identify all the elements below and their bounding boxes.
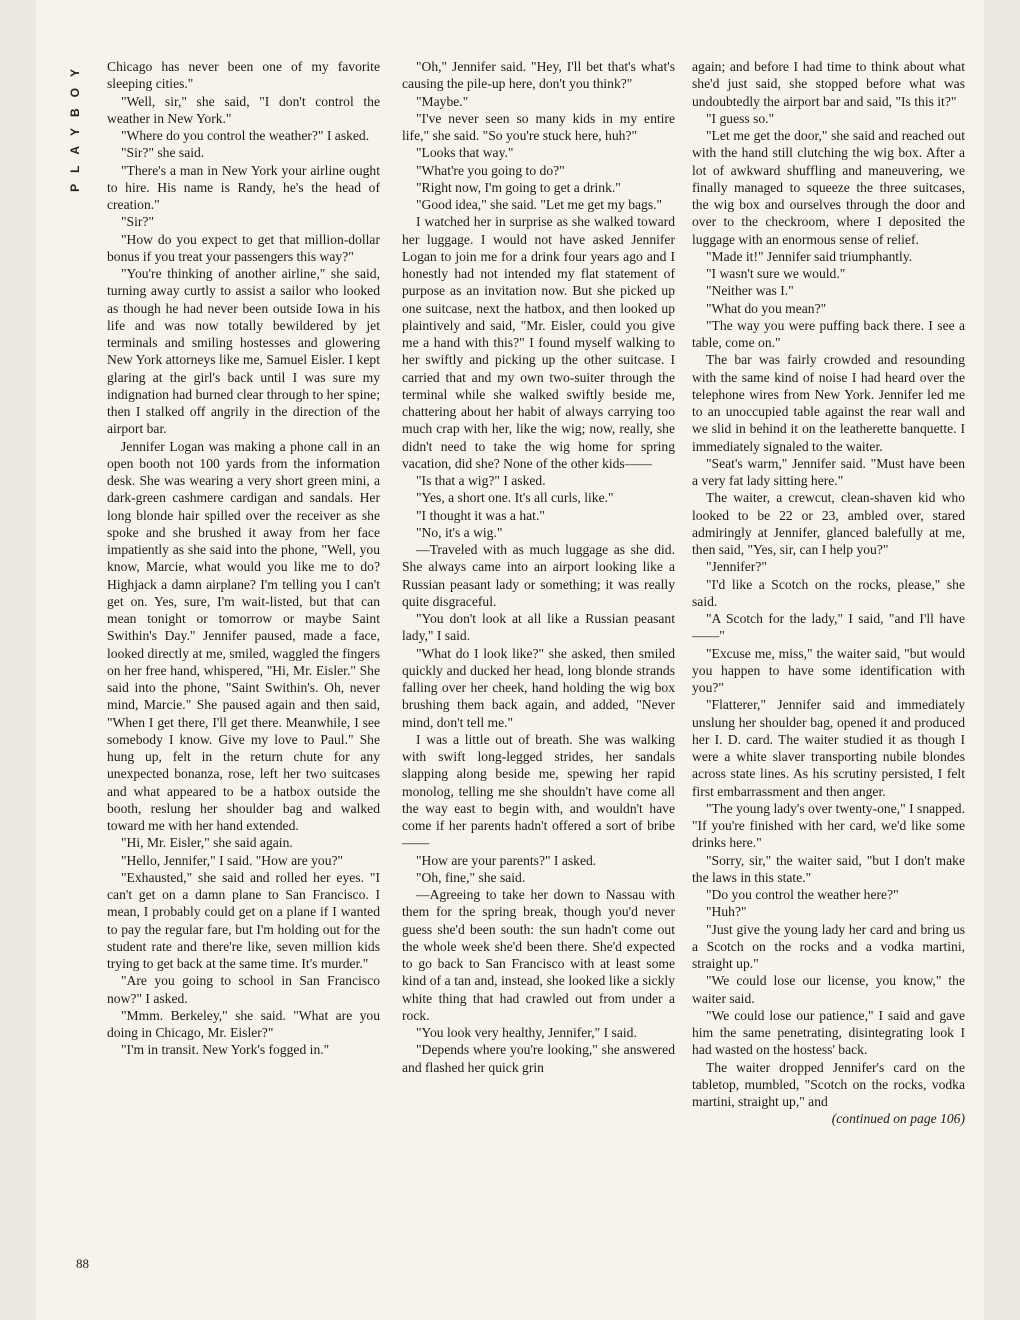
paragraph: The waiter dropped Jennifer's card on the tabletop, mumbled, "Scotch on the rocks, vodka martini, straight up," and <box>692 1059 965 1109</box>
paragraph: "Excuse me, miss," the waiter said, "but would you happen to have some identification with you?" <box>692 645 965 695</box>
paragraph: "How are your parents?" I asked. <box>416 852 597 868</box>
text-column-2 <box>402 58 675 1278</box>
text-column-1 <box>107 58 380 1278</box>
paragraph: "I'd like a Scotch on the rocks, please," she said. <box>692 576 965 609</box>
paragraph: "I'm in transit. New York's fogged in." <box>121 1042 330 1058</box>
paragraph: "What do I look like?" she asked, then smiled quickly and ducked her head, long blonde strands falling over her cheek, hand holding the wig box brushing them back again, and added, "Never mind, don't tell me." <box>402 645 675 730</box>
paragraph: "I wasn't sure we would." <box>706 266 846 281</box>
paragraph: "Mmm. Berkeley," she said. "What are you doing in Chicago, Mr. Eisler?" <box>107 1007 380 1040</box>
paragraph: "Is that a wig?" I asked. <box>416 473 546 488</box>
paragraph: "We could lose our patience," I said and gave him the same penetrating, disintegrating look I had wasted on the hostess' back. <box>692 1007 965 1058</box>
paragraph: "Are you going to school in San Francisco now?" I asked. <box>107 973 380 1006</box>
paragraph: "Just give the young lady her card and bring us a Scotch on the rocks and a vodka martini, straight up." <box>692 921 965 971</box>
paragraph: "Hello, Jennifer," I said. "How are you?" <box>121 852 344 868</box>
paragraph: "Neither was I." <box>706 283 794 299</box>
paragraph: "Good idea," she said. "Let me get my bags." <box>416 197 663 212</box>
paragraph: Jennifer Logan was making a phone call in an open booth not 100 yards from the information desk. She was wearing a very short green mini, a dark-green cashmere cardigan and sandals. Her long blonde hair spilled over the receiver as she spoke and she brushed it away from her face impatiently as she said into the phone, "Well, you know, Marcie, what would you like me to do? Highjack a damn airplane? I'm telling you I can't get on. Yes, sure, I'm wait-listed, but that can mean tonight or tomorrow or maybe Saint Swithin's Day." Jennifer paused, made a face, looked directly at me, smiled, waggled the fingers on her free hand, whispered, "Hi, Mr. Eisler." She said into the phone, "Saint Swithin's. Oh, never mind, Marcie." She paused again and then said, "When I get there, I'll get there. Meanwhile, I see somebody I know. Give my love to Paul." She hung up, felt in the return chute for any unexpected bonanza, rose, left her two suitcases and what appeared to be a hatbox outside the booth, reslung her shoulder bag and walked toward me with her hand extended. <box>107 438 380 833</box>
paragraph: "Flatterer," Jennifer said and immediately unslung her shoulder bag, opened it and produced her I. D. card. The waiter studied it as though I were a white slaver transporting nubile blondes across state lines. As his scrutiny persisted, I felt first embarrassment and then anger. <box>692 697 965 799</box>
paragraph: "Depends where you're looking," she answered and flashed her quick grin <box>402 1042 675 1075</box>
paragraph: "Seat's warm," Jennifer said. "Must have been a very fat lady sitting here." <box>692 455 965 488</box>
paragraph: "Sir?" <box>121 214 154 230</box>
paragraph: "Jennifer?" <box>706 559 767 575</box>
paragraph: —Agreeing to take her down to Nassau with them for the spring break, though you'd never guess she'd been south: the sun hadn't come out the whole week she'd been there. She'd expected to go back to San Francisco with at least some kind of a tan and, instead, she looked like a sickly white thing that had crawled out from under a rock. <box>402 887 675 1023</box>
paragraph: "Looks that way." <box>416 145 514 161</box>
paragraph: "The young lady's over twenty-one," I snapped. "If you're finished with her card, we'd like some drinks here." <box>692 800 965 851</box>
paragraph: The waiter, a crewcut, clean-shaven kid who looked to be 22 or 23, ambled over, stared admiringly at Jennifer, glanced balefully at me, then said, "Yes, sir, can I help you?" <box>692 490 965 557</box>
paragraph: "Hi, Mr. Eisler," she said again. <box>121 835 293 851</box>
paragraph: "I guess so." <box>706 110 775 126</box>
paragraph: "Well, sir," she said, "I don't control the weather in New York." <box>107 93 380 126</box>
paragraph: "A Scotch for the lady," I said, "and I'll have——" <box>692 611 965 644</box>
paragraph: "Where do you control the weather?" I asked. <box>121 128 370 143</box>
paragraph: "Made it!" Jennifer said triumphantly. <box>706 248 913 264</box>
paragraph: "You don't look at all like a Russian peasant lady," I said. <box>402 611 675 644</box>
paragraph: "Do you control the weather here?" <box>706 887 899 902</box>
paragraph: "Sir?" she said. <box>121 145 205 161</box>
paragraph: Chicago has never been one of my favorite sleeping cities." <box>107 59 380 92</box>
paragraph: I watched her in surprise as she walked toward her luggage. I would not have asked Jennifer Logan to join me for a drink four years ago and I honestly had not intended my flat statement of purpose as an invitation now. But she picked up one suitcase, next the hatbox, and then looked up plaintively and said, "Mr. Eisler, could you give me a hand with this?" I found myself walking to her swiftly and picking up the other suitcase. I carried that and my own two-suiter through the terminal while she walked swiftly beside me, chattering about her habit of always carrying too much crap with her, like the wig; now, really, she didn't need to take the wig home for spring vacation, did she? None of the other kids—— <box>402 214 675 471</box>
paragraph: "Oh, fine," she said. <box>416 869 526 885</box>
paragraph: —Traveled with as much luggage as she did. She always came into an airport looking like a Russian peasant lady or something; it was really quite disgraceful. <box>402 542 675 609</box>
paragraph: "You're thinking of another airline," she said, turning away curtly to assist a sailor who looked as though he had never been outside Iowa in his life and was now totally bewildered by jet terminals and smiling hostesses and glowering New York attorneys like me, Samuel Eisler. I kept glaring at the girl's back until I was sure my indignation had burned clear through to her spine; then I stalked off angrily in the direction of the airport bar. <box>107 266 380 437</box>
paragraph: I was a little out of breath. She was walking with swift long-legged strides, her sandals slapping along beside me, spewing her rapid monolog, telling me she shouldn't have come all the way east to begin with, and wouldn't have come if her parents hadn't offered a sort of bribe—— <box>402 731 675 851</box>
text-column-3 <box>692 58 965 1278</box>
paragraph: "No, it's a wig." <box>416 524 503 540</box>
paragraph: "There's a man in New York your airline ought to hire. His name is Randy, he's the head of creation." <box>107 162 380 212</box>
paragraph: "How do you expect to get that million-dollar bonus if you treat your passengers this way?" <box>107 231 380 264</box>
paragraph: "You look very healthy, Jennifer," I said. <box>416 1025 637 1040</box>
continued-note: (continued on page 106) <box>831 1111 965 1127</box>
paragraph: "Sorry, sir," the waiter said, "but I don't make the laws in this state." <box>692 852 965 885</box>
paragraph: "Let me get the door," she said and reached out with the hand still clutching the wig box. After a lot of awkward shuffling and maneuvering, we finally managed to squeeze the three suitcases, the wig box and ourselves through the door and over to the checkroom, where I deposited the luggage with an enormous sense of relief. <box>692 128 965 247</box>
paragraph: "Oh," Jennifer said. "Hey, I'll bet that's what's causing the pile-up here, don't you think?" <box>402 59 675 92</box>
paragraph: "I've never seen so many kids in my entire life," she said. "So you're stuck here, huh?" <box>402 110 675 143</box>
paragraph: "The way you were puffing back there. I see a table, come on." <box>692 317 965 350</box>
paragraph: The bar was fairly crowded and resounding with the same kind of noise I had heard over the telephone wires from New York. Jennifer led me to an unoccupied table against the rear wall and we slid in behind it on the leatherette banquette. I immediately signaled to the waiter. <box>692 352 965 454</box>
paragraph: "I thought it was a hat." <box>416 507 545 523</box>
masthead: PLAYBOY <box>68 58 82 192</box>
paragraph: again; and before I had time to think about what she'd just said, she stopped before what was undoubtedly the airport bar and said, "Is this it?" <box>692 59 965 109</box>
paragraph: "We could lose our license, you know," the waiter said. <box>692 973 965 1006</box>
paragraph: "Huh?" <box>706 904 747 920</box>
page-number: 88 <box>76 1256 89 1271</box>
paragraph: "What're you going to do?" <box>416 162 565 178</box>
paragraph: "Right now, I'm going to get a drink." <box>416 179 621 195</box>
paragraph: "Yes, a short one. It's all curls, like." <box>416 490 614 506</box>
paragraph: "Exhausted," she said and rolled her eyes. "I can't get on a damn plane to San Francisco. I mean, I probably could get on a plane if I wanted to pay the regular fare, but I'm holding out for the student rate and there're like, seven million kids trying to get back at the same time. It's murder." <box>107 869 380 971</box>
paragraph: "What do you mean?" <box>706 300 827 316</box>
paragraph: "Maybe." <box>416 93 469 109</box>
